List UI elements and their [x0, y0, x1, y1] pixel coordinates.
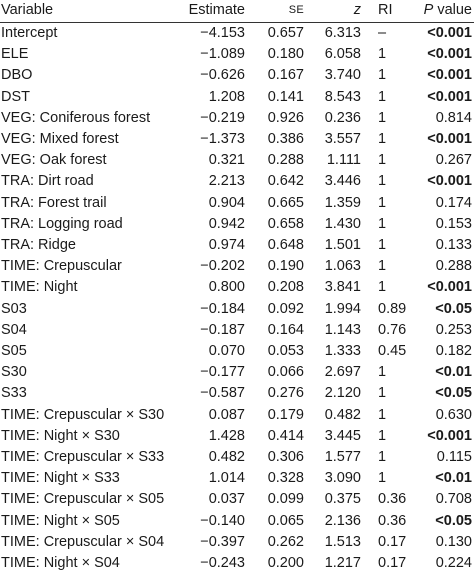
cell-z: 6.058 — [324, 46, 361, 63]
table-row — [0, 256, 474, 277]
cell-z: 0.482 — [324, 406, 361, 423]
cell-se: 0.180 — [267, 46, 304, 63]
cell-p-value: 0.224 — [435, 555, 472, 571]
header-p-value — [424, 0, 472, 21]
table-row — [0, 341, 474, 362]
cell-ri: 0.17 — [378, 555, 407, 571]
cell-se: 0.642 — [267, 173, 304, 190]
cell-z: 1.359 — [324, 194, 361, 211]
cell-ri: 1 — [378, 46, 387, 63]
cell-p-value: <0.001 — [427, 25, 472, 41]
table-row — [0, 150, 474, 171]
cell-se: 0.414 — [267, 427, 304, 444]
cell-se: 0.386 — [267, 131, 304, 147]
cell-se: 0.276 — [267, 385, 304, 402]
cell-se: 0.665 — [267, 194, 304, 211]
cell-se: 0.262 — [267, 533, 304, 550]
cell-z: 3.740 — [324, 67, 361, 84]
cell-variable: TRA: Forest trail — [1, 194, 107, 211]
cell-p-value: <0.001 — [427, 46, 472, 63]
cell-ri: 1 — [378, 152, 387, 169]
cell-ri: 1 — [378, 449, 387, 465]
cell-se: 0.141 — [267, 88, 304, 105]
table-row — [0, 405, 474, 426]
table-row — [0, 426, 474, 447]
cell-estimate: 0.904 — [208, 194, 245, 211]
cell-se: 0.328 — [267, 470, 304, 487]
cell-z: 3.445 — [324, 427, 361, 444]
cell-estimate: −0.587 — [200, 385, 245, 402]
cell-estimate: −0.626 — [200, 67, 245, 84]
cell-p-value: <0.05 — [435, 385, 472, 402]
cell-p-value: 0.288 — [435, 258, 472, 275]
cell-estimate: −0.202 — [200, 258, 245, 275]
cell-ri: – — [378, 25, 387, 41]
table-row — [0, 87, 474, 108]
table-row — [0, 383, 474, 404]
cell-p-value: <0.001 — [427, 427, 472, 444]
cell-se: 0.099 — [267, 491, 304, 508]
cell-ri: 0.17 — [378, 533, 407, 550]
table-row — [0, 447, 474, 468]
cell-se: 0.065 — [267, 512, 304, 529]
cell-se: 0.179 — [267, 406, 304, 423]
cell-z: 1.513 — [324, 533, 361, 550]
cell-se: 0.066 — [267, 364, 304, 381]
cell-p-value: 0.133 — [435, 237, 472, 253]
table-row — [0, 468, 474, 489]
cell-ri: 1 — [378, 109, 387, 126]
table-row — [0, 489, 474, 510]
cell-ri: 1 — [378, 385, 387, 402]
cell-estimate: 0.070 — [208, 343, 245, 359]
cell-estimate: 0.482 — [208, 449, 245, 465]
cell-z: 3.557 — [324, 131, 361, 147]
cell-z: 1.143 — [324, 321, 361, 338]
header-p-letter: P — [423, 2, 434, 18]
cell-variable: S04 — [1, 321, 27, 338]
cell-variable: ELE — [1, 46, 29, 63]
cell-se: 0.288 — [267, 152, 304, 169]
cell-p-value: 0.708 — [435, 491, 472, 508]
cell-p-value: <0.001 — [427, 67, 472, 84]
cell-p-value: 0.182 — [435, 343, 472, 359]
cell-p-value: 0.253 — [435, 321, 472, 338]
cell-ri: 1 — [378, 237, 387, 253]
cell-z: 1.217 — [324, 555, 361, 571]
cell-ri: 1 — [378, 279, 387, 296]
cell-p-value: <0.001 — [427, 279, 472, 296]
cell-z: 1.994 — [324, 300, 361, 317]
table-row — [0, 171, 474, 192]
cell-z: 1.333 — [324, 343, 361, 359]
cell-estimate: 1.014 — [208, 470, 245, 487]
table-row — [0, 129, 474, 150]
cell-variable: TIME: Crepuscular × S04 — [1, 533, 165, 550]
cell-ri: 1 — [378, 67, 387, 84]
cell-variable: TIME: Night — [1, 279, 78, 296]
cell-se: 0.658 — [267, 215, 304, 232]
table-row — [0, 553, 474, 574]
table-row — [0, 320, 474, 341]
cell-se: 0.200 — [267, 555, 304, 571]
cell-p-value: 0.153 — [435, 215, 472, 232]
cell-variable: TIME: Night × S04 — [1, 555, 120, 571]
cell-variable: TIME: Crepuscular × S30 — [1, 406, 165, 423]
cell-ri: 0.76 — [378, 321, 407, 338]
cell-variable: S03 — [1, 300, 27, 317]
cell-variable: S33 — [1, 385, 27, 402]
table-header-row — [0, 0, 474, 21]
header-se: SE — [288, 4, 304, 16]
cell-p-value: <0.001 — [427, 173, 472, 190]
header-variable: Variable — [1, 2, 54, 18]
cell-ri: 0.36 — [378, 491, 407, 508]
cell-z: 2.136 — [324, 512, 361, 529]
cell-ri: 1 — [378, 131, 387, 147]
cell-z: 1.501 — [324, 237, 361, 253]
cell-z: 0.236 — [324, 109, 361, 126]
cell-p-value: 0.630 — [435, 406, 472, 423]
cell-p-value: 0.115 — [436, 449, 472, 465]
header-estimate: Estimate — [188, 2, 245, 18]
cell-z: 2.697 — [324, 364, 361, 381]
table-row — [0, 23, 474, 44]
cell-ri: 0.36 — [378, 512, 407, 529]
table-row — [0, 108, 474, 129]
cell-se: 0.648 — [267, 237, 304, 253]
table-row — [0, 532, 474, 553]
cell-variable: Intercept — [1, 25, 58, 41]
cell-se: 0.190 — [267, 258, 304, 275]
table-row — [0, 65, 474, 86]
cell-se: 0.167 — [267, 67, 304, 84]
cell-variable: TRA: Dirt road — [1, 173, 94, 190]
cell-estimate: −0.187 — [200, 321, 245, 338]
cell-z: 1.111 — [326, 152, 361, 169]
cell-z: 3.841 — [324, 279, 361, 296]
cell-variable: S30 — [1, 364, 27, 381]
cell-variable: TRA: Logging road — [1, 215, 123, 232]
table-row — [0, 299, 474, 320]
cell-estimate: 0.974 — [208, 237, 245, 253]
cell-variable: TIME: Night × S33 — [1, 470, 120, 487]
cell-z: 1.577 — [324, 449, 361, 465]
cell-ri: 1 — [378, 406, 387, 423]
header-p-rest: value — [433, 2, 472, 18]
cell-ri: 1 — [378, 470, 387, 487]
cell-ri: 1 — [378, 215, 387, 232]
cell-variable: TIME: Night × S30 — [1, 427, 120, 444]
cell-estimate: −1.089 — [200, 46, 245, 63]
cell-z: 1.063 — [324, 258, 361, 275]
table-row — [0, 277, 474, 298]
table-row — [0, 511, 474, 532]
cell-p-value: <0.01 — [435, 470, 472, 487]
cell-ri: 1 — [378, 88, 387, 105]
cell-z: 6.313 — [324, 25, 361, 41]
cell-p-value: 0.130 — [435, 533, 472, 550]
cell-estimate: 0.942 — [208, 215, 245, 232]
cell-z: 3.090 — [324, 470, 361, 487]
cell-variable: VEG: Oak forest — [1, 152, 107, 169]
cell-variable: VEG: Mixed forest — [1, 131, 119, 147]
table-row — [0, 362, 474, 383]
cell-variable: TIME: Night × S05 — [1, 512, 120, 529]
cell-estimate: 0.037 — [208, 491, 245, 508]
cell-p-value: 0.267 — [435, 152, 472, 169]
cell-p-value: <0.001 — [427, 131, 472, 147]
cell-variable: DBO — [1, 67, 33, 84]
cell-z: 2.120 — [324, 385, 361, 402]
cell-ri: 1 — [378, 173, 387, 190]
cell-variable: TIME: Crepuscular × S33 — [1, 449, 165, 465]
cell-p-value: 0.814 — [435, 109, 472, 126]
cell-estimate: −1.373 — [200, 131, 245, 147]
cell-ri: 1 — [378, 258, 387, 275]
cell-se: 0.092 — [267, 300, 304, 317]
cell-z: 3.446 — [324, 173, 361, 190]
cell-p-value: <0.05 — [435, 300, 472, 317]
cell-z: 8.543 — [324, 88, 361, 105]
cell-z: 0.375 — [324, 491, 361, 508]
cell-se: 0.164 — [267, 321, 304, 338]
cell-variable: VEG: Coniferous forest — [1, 109, 151, 126]
table-row — [0, 235, 474, 256]
cell-estimate: −0.177 — [200, 364, 245, 381]
cell-estimate: 0.800 — [208, 279, 245, 296]
cell-variable: TIME: Crepuscular × S05 — [1, 491, 165, 508]
cell-variable: TIME: Crepuscular — [1, 258, 122, 275]
cell-estimate: 2.213 — [208, 173, 245, 190]
cell-estimate: −0.243 — [200, 555, 245, 571]
cell-p-value: <0.001 — [427, 88, 472, 105]
cell-variable: TRA: Ridge — [1, 237, 76, 253]
cell-variable: DST — [1, 88, 30, 105]
cell-estimate: 1.208 — [208, 88, 245, 105]
cell-ri: 0.89 — [378, 300, 407, 317]
cell-ri: 1 — [378, 364, 387, 381]
table-row — [0, 214, 474, 235]
cell-p-value: 0.174 — [435, 194, 472, 211]
cell-se: 0.926 — [267, 109, 304, 126]
header-z: z — [353, 2, 361, 18]
cell-se: 0.306 — [267, 449, 304, 465]
cell-se: 0.053 — [267, 343, 304, 359]
cell-ri: 1 — [378, 427, 387, 444]
table-row — [0, 44, 474, 65]
header-ri: RI — [378, 2, 393, 18]
cell-variable: S05 — [1, 343, 27, 359]
cell-p-value: <0.01 — [435, 364, 472, 381]
cell-se: 0.657 — [267, 25, 304, 41]
table-row — [0, 193, 474, 214]
cell-ri: 1 — [378, 194, 387, 211]
cell-estimate: 0.321 — [208, 152, 245, 169]
cell-estimate: −0.219 — [200, 109, 245, 126]
cell-se: 0.208 — [267, 279, 304, 296]
cell-estimate: −0.184 — [200, 300, 245, 317]
cell-estimate: 1.428 — [208, 427, 245, 444]
cell-estimate: −4.153 — [200, 25, 245, 41]
cell-p-value: <0.05 — [435, 512, 472, 529]
cell-estimate: 0.087 — [208, 406, 245, 423]
cell-estimate: −0.140 — [200, 512, 245, 529]
cell-ri: 0.45 — [378, 343, 407, 359]
cell-z: 1.430 — [324, 215, 361, 232]
cell-estimate: −0.397 — [200, 533, 245, 550]
